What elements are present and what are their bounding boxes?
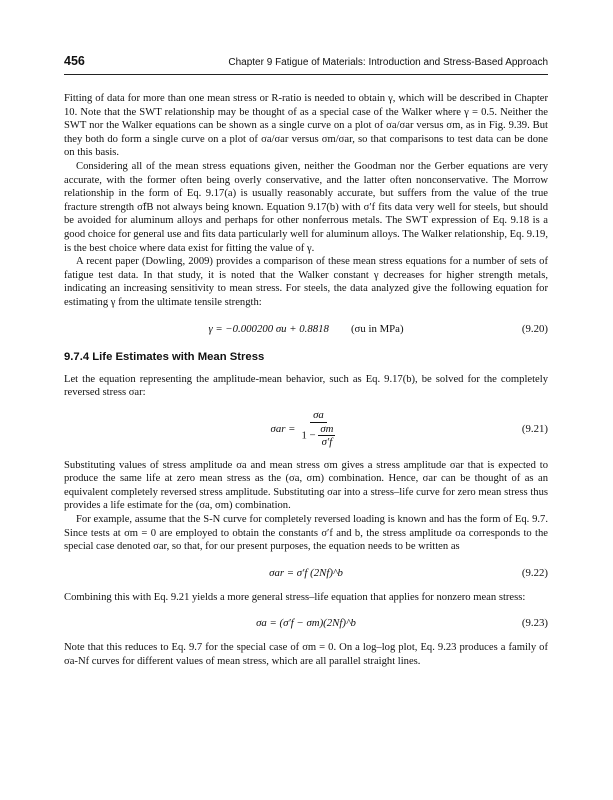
equation-9-21-fraction xyxy=(299,409,337,449)
equation-9-22-number: (9.22) xyxy=(521,566,548,579)
equation-9-21 xyxy=(64,405,548,453)
running-head: Chapter 9 Fatigue of Materials: Introduction and Stress-Based Approach xyxy=(228,57,548,68)
paragraph-2: Considering all of the mean stress equations given, neither the Goodman nor the Gerber equations are very accurate, with the former often being overly conservative, and the latter often nonconservative. The Morrow relationship in the form of Eq. 9.17(a) is usually reasonably accurate, but suffers from the value of the true fracture strength σ̃fB not always being known. Equation 9.17(b) with σ′f fits data very well for steels, but should be avoided for aluminum alloys and perhaps for other nonferrous metals. The SWT expression of Eq. 9.18 is a good choice for general use and fits data particularly well for aluminum alloys. The Walker relationship, Eq. 9.19, is the best choice where data exist for fitting the value of γ. xyxy=(64,160,548,254)
equation-9-20-note: (σu in MPa) xyxy=(350,322,404,335)
paragraph-8: Note that this reduces to Eq. 9.7 for the special case of σm = 0. On a log–log plot, Eq. 9.23 produces a family of σa-Nf curves for different values of mean stress, which are all parallel straight lines. xyxy=(64,642,548,668)
page-number: 456 xyxy=(64,54,85,68)
equation-9-21-lhs: σar = xyxy=(270,422,296,435)
section-heading: 9.7.4 Life Estimates with Mean Stress xyxy=(64,350,265,363)
equation-9-20 xyxy=(64,321,548,337)
equation-9-21-numerator: σa xyxy=(310,409,327,423)
equation-9-20-body: γ = −0.000200 σu + 0.8818 xyxy=(208,322,329,335)
equation-9-21-inner-fraction xyxy=(318,423,335,449)
equation-9-20-number: (9.20) xyxy=(521,322,548,335)
paragraph-4: Let the equation representing the amplitude-mean behavior, such as Eq. 9.17(b), be solved for the completely reversed stress σar: xyxy=(64,373,548,399)
paragraph-7: Combining this with Eq. 9.21 yields a more general stress–life equation that applies for nonzero mean stress: xyxy=(64,591,526,603)
page-header xyxy=(64,54,548,75)
paragraph-3: A recent paper (Dowling, 2009) provides a comparison of these mean stress equations for a number of sets of fatigue test data. In that study, it is noted that the Walker constant γ decreases for higher strength metals, indicating an increasing sensitivity to mean stress. For steels, the data analyzed give the following equation for estimating γ from the ultimate tensile strength: xyxy=(64,256,548,308)
equation-9-21-inner-numerator: σm xyxy=(320,422,334,435)
equation-9-23-number: (9.23) xyxy=(521,617,548,630)
paragraph-5: Substituting values of stress amplitude σa and mean stress σm gives a stress amplitude σar that is expected to produce the same life at zero mean stress as the (σa, σm) combination. Hence, σar can be thought of as an equivalent completely reversed stress amplitude. Substituting σar into a stress–life curve for zero mean stress thus provides a life estimate for the (σa, σm) combination. xyxy=(64,459,548,512)
equation-9-21-inner-denominator: σ′f xyxy=(321,435,333,448)
equation-9-21-number: (9.21) xyxy=(521,422,548,435)
paragraph-1: Fitting of data for more than one mean stress or R-ratio is needed to obtain γ, which will be described in Chapter 10. Note that the SWT relationship may be thought of as a special case of the Walker where γ = 0.5. Neither the SWT nor the Walker equations can be shown as a single curve on a plot of σa/σar versus σm, as in Fig. 9.39. But they both do form a single curve on a plot of σa/σar versus σm/σar, so that comparisons to test data can be done on this basis. xyxy=(64,93,548,159)
equation-9-21-one-minus: 1 − xyxy=(301,429,316,442)
paragraph-6: For example, assume that the S-N curve for completely reversed loading is known and has the form of Eq. 9.7. Since tests at σm = 0 are employed to obtain the constants σ′f and b, the stress amplitude σa corresponds to the special case denoted σar, so that, for our present purposes, the equation needs to be written as xyxy=(64,514,548,553)
equation-9-21-denominator xyxy=(299,423,337,449)
equation-9-22-body: σar = σ′f (2Nf)^b xyxy=(269,566,343,579)
textbook-page xyxy=(64,54,548,669)
equation-9-22 xyxy=(64,564,548,582)
equation-9-23 xyxy=(64,614,548,632)
equation-9-23-body: σa = (σ′f − σm)(2Nf)^b xyxy=(256,617,356,630)
